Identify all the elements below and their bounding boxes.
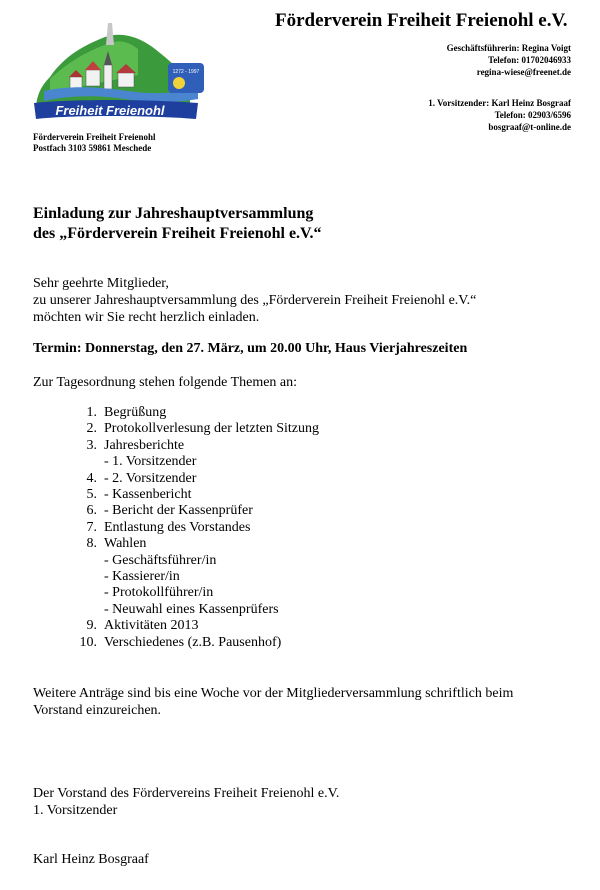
agenda-item	[60, 635, 319, 651]
logo-text: Freiheit Freienohl	[55, 103, 165, 118]
logo	[30, 15, 210, 127]
agenda-number: 7.	[86, 519, 97, 535]
agenda-number	[60, 585, 104, 601]
closing-line: Vorstand einzureichen.	[33, 703, 162, 718]
agenda-text: Wahlen	[104, 536, 147, 552]
agenda-text: - Kassierer/in	[104, 569, 180, 585]
closing-paragraph	[33, 685, 513, 719]
intro-line: Sehr geehrte Mitglieder,	[33, 276, 169, 291]
contact-line: Geschäftsführerin: Regina Voigt	[446, 43, 571, 53]
signature-block	[33, 785, 339, 819]
contact-email: bosgraaf@t-online.de	[488, 122, 571, 132]
agenda-number: 9.	[86, 618, 97, 634]
agenda-text: - Geschäftsführer/in	[104, 552, 217, 568]
agenda-item	[60, 520, 319, 536]
agenda-number: 5.	[86, 487, 97, 503]
agenda-item	[60, 553, 319, 569]
sender-line: Postfach 3103 59861 Meschede	[33, 143, 152, 153]
logo-badge-text: 1272 - 1997	[172, 69, 200, 75]
agenda-text: Verschiedenes (z.B. Pausenhof)	[104, 634, 282, 650]
signature-line: 1. Vorsitzender	[33, 803, 118, 818]
agenda-item	[60, 405, 319, 421]
signature-line: Der Vorstand des Fördervereins Freiheit Freienohl e.V.	[33, 786, 340, 801]
sender-line: Förderverein Freiheit Freienohl	[33, 132, 156, 142]
subject	[33, 204, 322, 244]
contact-managing-director	[447, 42, 571, 78]
agenda-item	[60, 438, 319, 454]
logo-graphic	[30, 15, 210, 127]
meeting-date: Termin: Donnerstag, den 27. März, um 20.00 Uhr, Haus Vierjahreszeiten	[33, 341, 468, 356]
agenda-text: - Neuwahl eines Kassenprüfers	[104, 601, 279, 617]
agenda-item	[60, 471, 319, 487]
agenda-text: Protokollverlesung der letzten Sitzung	[104, 421, 320, 437]
sender-address	[33, 132, 155, 154]
agenda-text: Jahresberichte	[104, 437, 185, 453]
agenda-text: - 2. Vorsitzender	[104, 470, 197, 486]
agenda-text: - Kassenbericht	[104, 487, 192, 503]
agenda-number: 8.	[86, 536, 97, 552]
agenda-intro: Zur Tagesordnung stehen folgende Themen an:	[33, 375, 298, 390]
agenda-item	[60, 536, 319, 552]
agenda-item	[60, 585, 319, 601]
signer-name: Karl Heinz Bosgraaf	[33, 852, 149, 867]
agenda-text: - 1. Vorsitzender	[104, 454, 197, 470]
agenda-item	[60, 487, 319, 503]
agenda-text: Entlastung des Vorstandes	[104, 519, 251, 535]
agenda-number: 2.	[86, 421, 97, 437]
intro-paragraph	[33, 275, 476, 326]
agenda-number	[60, 454, 104, 470]
subject-line: des „Förderverein Freiheit Freienohl e.V.“	[33, 225, 322, 242]
agenda-item	[60, 569, 319, 585]
agenda-item	[60, 503, 319, 519]
agenda-number: 1.	[86, 405, 97, 420]
agenda-item	[60, 454, 319, 470]
agenda-text: - Protokollführer/in	[104, 585, 214, 601]
agenda-number: 3.	[86, 437, 97, 453]
agenda-item	[60, 421, 319, 437]
agenda-text: Begrüßung	[104, 405, 167, 420]
agenda-number: 6.	[86, 503, 97, 519]
agenda-text: Aktivitäten 2013	[104, 618, 199, 634]
agenda-number	[60, 553, 104, 569]
agenda-item	[60, 602, 319, 618]
agenda-list	[60, 405, 319, 651]
intro-line: zu unserer Jahreshauptversammlung des „Förderverein Freiheit Freienohl e.V.“	[33, 293, 477, 308]
contact-email: regina-wiese@freenet.de	[476, 67, 571, 77]
agenda-number	[60, 569, 104, 585]
contact-line: Telefon: 02903/6596	[494, 110, 571, 120]
subject-line: Einladung zur Jahreshauptversammlung	[33, 205, 314, 222]
closing-line: Weitere Anträge sind bis eine Woche vor der Mitgliederversammlung schriftlich beim	[33, 686, 514, 701]
agenda-number	[60, 602, 104, 618]
agenda-number: 10.	[79, 634, 97, 650]
contact-line: Telefon: 01702046933	[488, 55, 571, 65]
intro-line: möchten wir Sie recht herzlich einladen.	[33, 310, 260, 325]
organization-title: Förderverein Freiheit Freienohl e.V.	[275, 10, 568, 31]
agenda-text: - Bericht der Kassenprüfer	[104, 503, 253, 519]
agenda-number: 4.	[86, 470, 97, 486]
agenda-item	[60, 618, 319, 634]
contact-chairman	[428, 97, 571, 133]
contact-line: 1. Vorsitzender: Karl Heinz Bosgraaf	[428, 98, 571, 108]
